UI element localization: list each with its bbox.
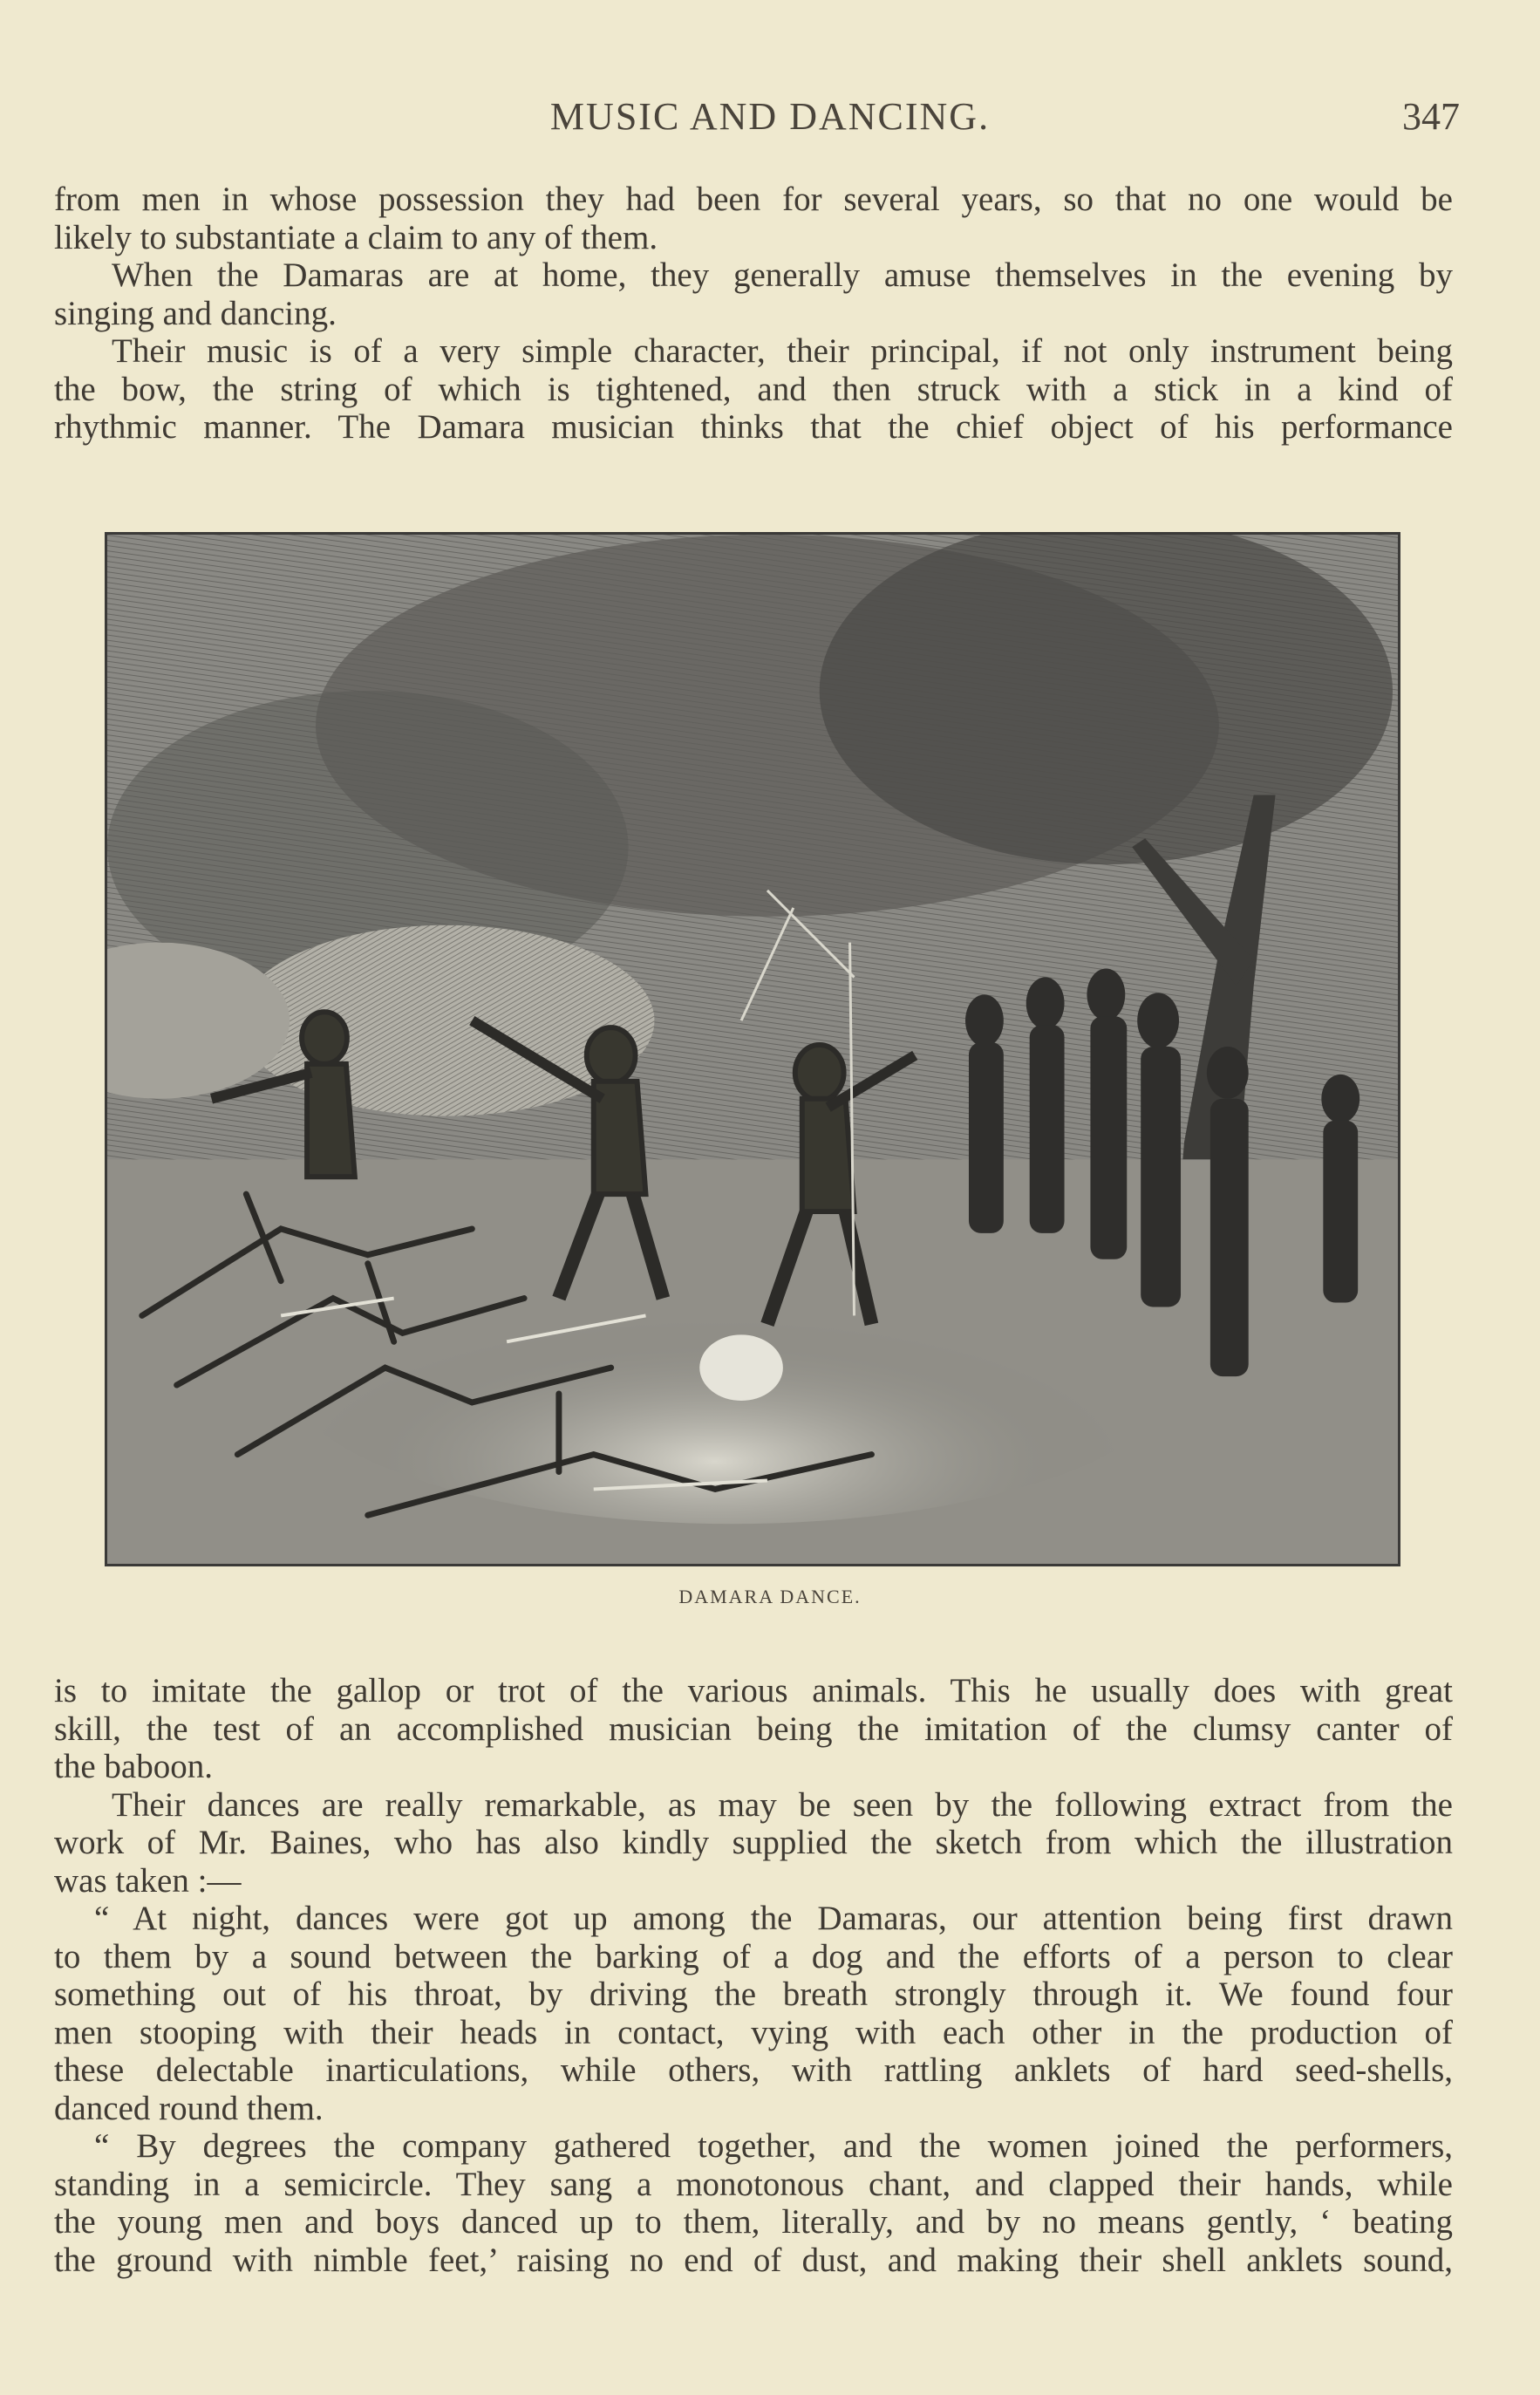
text-line: these delectable inarticulations, while others, with rattling anklets of hard seed-shells, [54, 2051, 1453, 2089]
body-text-bottom [54, 1672, 1453, 2279]
text-line: is to imitate the gallop or trot of the various animals. This he usually does with great [54, 1672, 1453, 1709]
text-line: was taken :— [54, 1861, 242, 1900]
running-title: MUSIC AND DANCING. [549, 95, 991, 138]
text-line: the bow, the string of which is tightened, and then struck with a stick in a kind of [54, 370, 1453, 408]
text-line: the ground with nimble feet,’ raising no end of dust, and making their shell anklets sound, [54, 2241, 1453, 2279]
illustration-damara-dance [105, 532, 1400, 1566]
text-line: men stooping with their heads in contact, vying with each other in the production of [54, 2013, 1453, 2051]
text-line: the baboon. [54, 1748, 213, 1785]
text-line: Their dances are really remarkable, as may be seen by the following extract from the [112, 1785, 1453, 1824]
figure-caption: DAMARA DANCE. [678, 1586, 862, 1607]
running-head [0, 94, 1540, 147]
text-line: Their music is of a very simple character, their principal, if not only instrument being [112, 332, 1453, 370]
body-text-top [54, 181, 1453, 447]
text-line: skill, the test of an accomplished musician being the imitation of the clumsy canter of [54, 1709, 1453, 1748]
text-line: danced round them. [54, 2089, 324, 2127]
text-line: rhythmic manner. The Damara musician thinks that the chief object of his performance [54, 408, 1453, 446]
text-line: from men in whose possession they had been for several years, so that no one would be [54, 181, 1453, 218]
text-line: “ By degrees the company gathered together, and the women joined the performers, [94, 2127, 1453, 2165]
page-number: 347 [1402, 95, 1460, 138]
text-line: the young men and boys danced up to them, literally, and by no means gently, ‘ beating [54, 2203, 1453, 2241]
text-line: “ At night, dances were got up among the Damaras, our attention being first drawn [94, 1900, 1453, 1937]
text-line: work of Mr. Baines, who has also kindly supplied the sketch from which the illustration [54, 1824, 1453, 1861]
text-line: singing and dancing. [54, 294, 337, 332]
text-line: standing in a semicircle. They sang a monotonous chant, and clapped their hands, while [54, 2165, 1453, 2203]
text-line: to them by a sound between the barking of a dog and the efforts of a person to clear [54, 1937, 1453, 1975]
text-line: When the Damaras are at home, they generally amuse themselves in the evening by [112, 256, 1453, 294]
engraving-image [107, 535, 1398, 1564]
text-line: something out of his throat, by driving the breath strongly through it. We found four [54, 1975, 1453, 2013]
text-line: likely to substantiate a claim to any of them. [54, 218, 658, 256]
